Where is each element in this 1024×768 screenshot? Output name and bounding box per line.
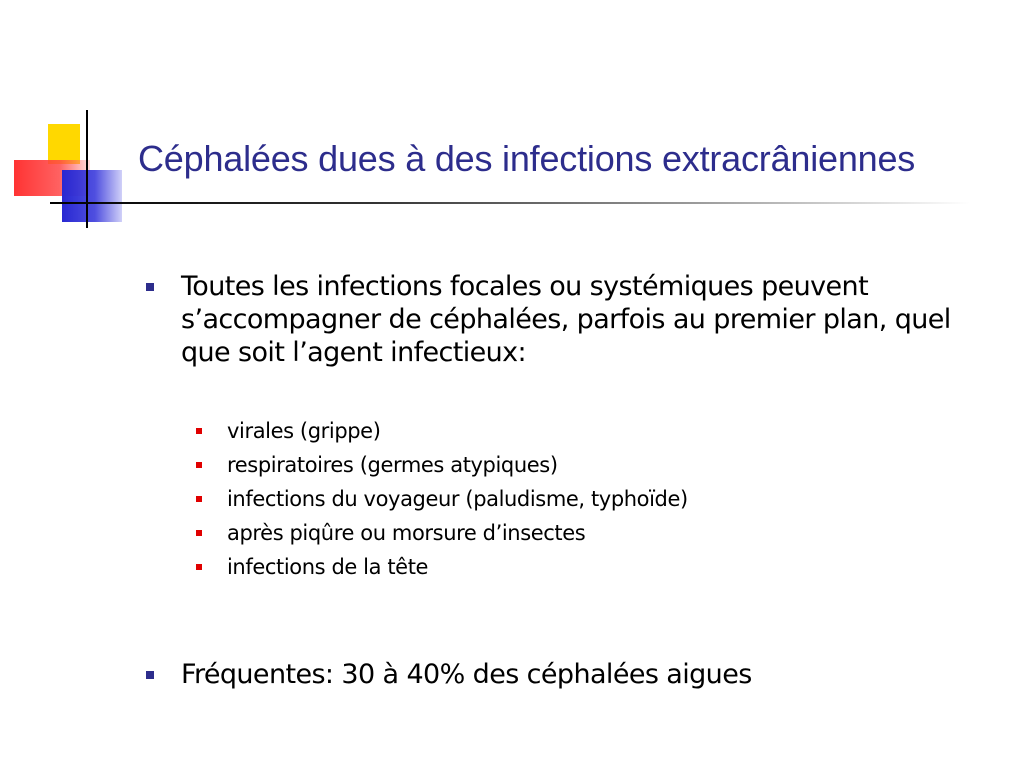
bullet-item — [146, 658, 986, 691]
sub-bullet-text: après piqûre ou morsure d’insectes — [227, 521, 586, 545]
square-bullet-icon — [196, 462, 202, 468]
sub-bullet-text: respiratoires (germes atypiques) — [227, 453, 558, 477]
bullet-text: Toutes les infections focales ou systémiques peuvent s’accompagner de céphalées, parfois au premier plan, quel que soit l’agent infectieux: — [181, 271, 951, 368]
decorative-logo — [0, 0, 150, 240]
sub-bullet-item — [196, 487, 956, 511]
sub-bullet-text: virales (grippe) — [227, 419, 381, 443]
sub-bullet-item — [196, 555, 956, 579]
logo-vertical-line — [86, 110, 88, 228]
square-bullet-icon — [196, 496, 202, 502]
title-underline — [50, 202, 970, 204]
slide-title: Céphalées dues à des infections extracrâniennes — [138, 138, 916, 179]
sub-bullet-text: infections de la tête — [227, 555, 429, 579]
square-bullet-icon — [196, 428, 202, 434]
bullet-item — [146, 270, 986, 369]
square-bullet-icon — [146, 671, 154, 679]
sub-bullet-text: infections du voyageur (paludisme, typhoïde) — [227, 487, 688, 511]
logo-blue-square — [62, 170, 122, 222]
square-bullet-icon — [196, 564, 202, 570]
bullet-text: Fréquentes: 30 à 40% des céphalées aigues — [181, 659, 752, 690]
logo-yellow-square — [48, 124, 80, 164]
sub-bullet-item — [196, 521, 956, 545]
sub-bullet-item — [196, 419, 956, 443]
square-bullet-icon — [196, 530, 202, 536]
sub-bullet-item — [196, 453, 956, 477]
square-bullet-icon — [146, 283, 154, 291]
